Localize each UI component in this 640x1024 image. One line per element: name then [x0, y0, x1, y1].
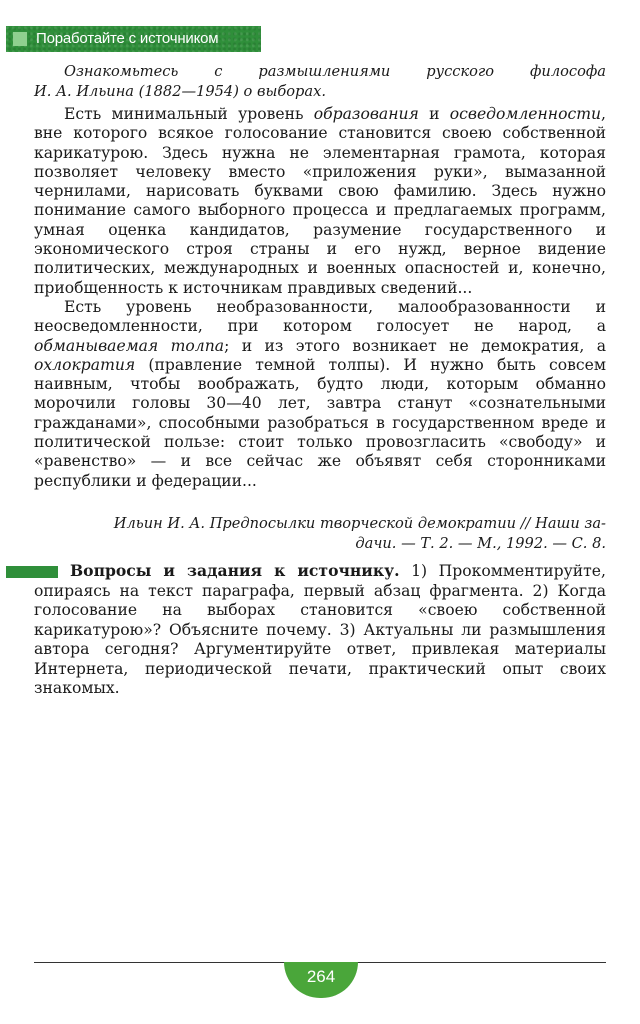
source-intro — [34, 62, 606, 102]
page-number: 264 — [284, 962, 358, 998]
questions-paragraph — [34, 561, 606, 699]
source-paragraph-2: Есть уровень необразованности, малообразованности и неосведомленности, при котором голосует не народ, а обманываемая толпа; и из этого возникает не демократия, а охлократия (правление темной толпы). И нужно быть совсем наивным, чтобы воображать, будто люди, которым обманно морочили головы 30—40 лет, завтра станут «сознательными гражданами», способными разобраться в государственном вреде и политической пользе: стоит только провозгласить «свободу» и «равенство» — и все сейчас же объявят себя сторонниками республики и федерации... — [34, 297, 607, 490]
citation-line-2: дачи. — Т. 2. — М., 1992. — С. 8. — [355, 535, 606, 552]
emphasis-deceived-crowd: обманываемая толпа — [34, 336, 225, 355]
emphasis-education: образования — [313, 105, 419, 123]
emphasis-ochlocracy: охлократия — [34, 355, 136, 374]
section-banner — [6, 26, 261, 52]
source-citation — [34, 514, 606, 554]
questions-block — [34, 561, 606, 699]
emphasis-awareness: осведомленности — [449, 105, 602, 123]
source-paragraph-1: Есть минимальный уровень образования и осведомленности, вне которого всякое голосование становится своею собственной карикатурою. Здесь нужна не элементарная грамота, которая позволяет человеку вместо «приложения руки», вымазанной чернилами, нарисовать буквами свою фамилию. Здесь нужно понимание самого выборного процесса и предлагаемых программ, умная оценка кандидатов, разумение государственного и экономического строя страны и его нужд, верное видение политических, международных и военных опасностей и, конечно, приобщенность к источникам правдивых сведений... — [34, 105, 606, 297]
source-excerpt — [34, 105, 606, 491]
banner-square-icon — [13, 32, 27, 46]
intro-line-1: Ознакомьтесь с размышлениями русского философа — [64, 63, 606, 80]
questions-heading: Вопросы и задания к источнику. — [70, 561, 400, 580]
intro-line-2: И. А. Ильина (1882—1954) о выборах. — [34, 83, 326, 100]
questions-text: 1) Прокомментируйте, опираясь на текст параграфа, первый абзац фрагмента. 2) Когда голосование на выборах становится «своею собственной карикатурою»? Объясните почему. 3) Актуальны ли размышления автора сегодня? Аргументируйте ответ, привлекая материалы Интернета, периодической печати, практический опыт своих знакомых. — [34, 562, 606, 697]
citation-line-1: Ильин И. А. Предпосылки творческой демократии // Наши за- — [113, 515, 606, 532]
banner-label: Поработайте с источником — [36, 30, 219, 47]
